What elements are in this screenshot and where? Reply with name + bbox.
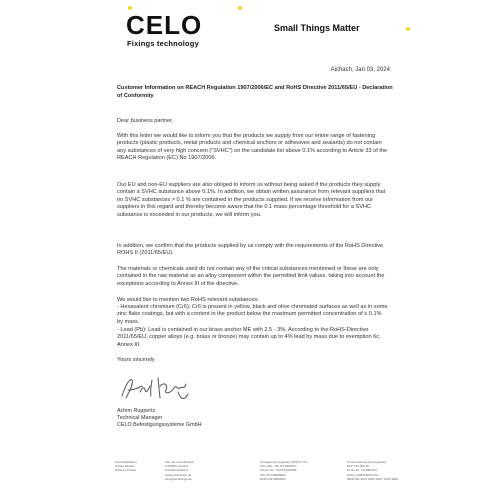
footer-line: Steuer-Nr.: 102/123/30455 [260, 468, 297, 473]
footer-line: Industriestraße 6 [165, 468, 189, 473]
signer-title: Technical Manager [117, 415, 163, 421]
footer-line: D-86551 Aichach [165, 464, 189, 469]
footer-line: USt-IdNr.: DE 2772868OO [260, 464, 297, 469]
paragraph-mention: We would like to mention two RoHS relevant substances: [117, 297, 259, 303]
letter-date: Aichach, Jan 03, 2024 [330, 67, 390, 73]
footer-address [165, 460, 193, 481]
letter-subject: Customer Information on REACH Regulation 1907/2006/EC and RoHS Directive 2011/65/EU - Declaration of Conformity [117, 85, 393, 99]
footer-management [115, 460, 137, 473]
salutation: Dear business partner, [117, 118, 174, 124]
footer-line: Stefan Mintgis [115, 464, 135, 469]
paragraph-rohs: In addition, we confirm that the products supplied by us comply with the requirements of the RoHS Directive ROHS II (2011/65/EU). [117, 243, 384, 257]
letter-footer [115, 460, 415, 490]
footer-registry [260, 460, 307, 481]
footer-line: Sitz der Gesellschaft [165, 460, 194, 464]
tagline: Small Things Matter [274, 23, 360, 33]
signature [118, 372, 198, 404]
footer-bank [347, 460, 398, 481]
footer-line: Commerzbank AG Augsburg [347, 460, 387, 464]
logo-dot [238, 6, 242, 10]
paragraph-lead: - Lead (Pb): Lead is contained in our brass anchor ME with 2.5 - 3%. According to the RoHS-Directive 2011/65/EU, copper alloys (e.g. brass or bronze) may contain up to 4% lead by mass due to exemption 6c, Annex III. [117, 327, 381, 348]
paragraph-reach: With this letter we would like to inform you that the products we supply from our entire range of fastening products (plastic products, metal products and chemical anchors or adhesives and sealants) do not contain any substances of very high concern ("SVHC") on the candidate list above 0.1% according to Article 33 of the REACH Regulation (EC) No 1907/2006. [117, 133, 388, 162]
footer-line: EORI DE 8980052 [260, 476, 286, 481]
footer-email[interactable]: info@celofixings.de [165, 476, 192, 481]
footer-website[interactable]: www.celofixings.de [165, 472, 192, 477]
closing: Yours sincerely [117, 357, 155, 363]
paragraph-materials: The materials or chemicals used do not contain any of the critical substances mentioned or these are only contained in the raw material as an alloy component within the permitted limit values, taking into account the exceptions according to Annex III of the directive. [117, 266, 385, 287]
footer-line: Swift: COBADEFFXXX [347, 472, 379, 477]
footer-line: UID ATU44885905 [260, 472, 286, 477]
signer-block [117, 408, 202, 429]
tagline-dot [406, 27, 410, 31]
footer-line: Konto-Nr. 7116863UU [347, 468, 378, 473]
signer-name: Achim Ruppertz [117, 408, 156, 414]
paragraph-suppliers: Our EU and non-EU suppliers are also obliged to inform us without being asked if the products they supply contain a SVHC substance above 0.1%. In addition, we obtain written assurance from relevant suppliers that no SVHC substances > 0.1 % are contained in the products supplied. If we receive information from our suppliers in this regard and thereby become aware that the 0.1 mass percentage threshold for a SVHC substance is exceeded in our products, we will inform you. [117, 182, 386, 218]
signer-company: CELO Befestigungssysteme GmbH [117, 422, 202, 428]
celo-logo [126, 12, 246, 48]
logo-wordmark: CELO [126, 10, 203, 40]
footer-line: Daniel Cerrada [115, 468, 136, 473]
footer-line: Geschäftsführer [115, 460, 138, 464]
footer-line: Amtsgericht Augsburg HRB 17773 [260, 460, 308, 464]
logo-subtitle: Fixings technology [127, 39, 199, 48]
paragraph-chromium: - Hexavalent chromium (Cr6): Cr6 is present in yellow, black and olive chromated surfaces as well as in some zinc flake coatings, but with a content in the product below the maximum permitted concentration of ≤ 0.1% by mass. [117, 304, 388, 325]
footer-line: IBAN DE 1072 0400 4607 1456 3000 [347, 476, 399, 481]
footer-line: BLZ 720 400 46 [347, 464, 370, 469]
